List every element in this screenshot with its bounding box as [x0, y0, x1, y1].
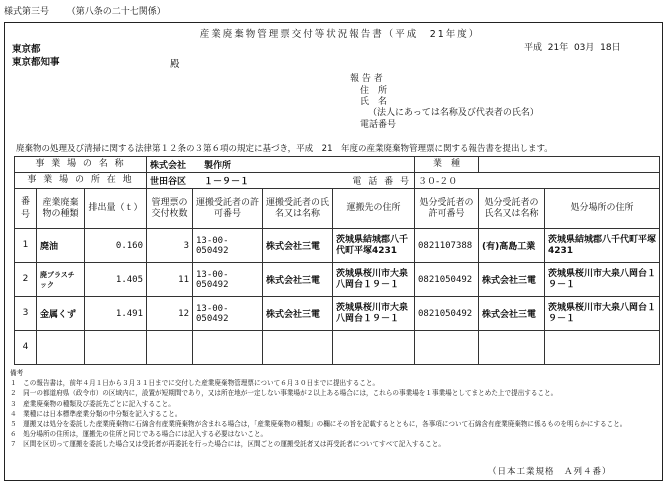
col-amount: 排出量（ｔ）	[85, 189, 147, 229]
note-item: ３ 産業廃棄物の種類及び委託先ごとに記入すること。	[10, 399, 175, 408]
col-disposal-address: 処分場所の住所	[545, 189, 660, 229]
reporter-corp-note: （法人にあっては名称及び代表者の氏名）	[368, 108, 539, 118]
site-name-value: 株式会社 製作所	[147, 157, 415, 173]
table-row: 2 廃プラスチック 1.405 11 13-00-050492 株式会社三電 茨城県桜川市大泉八岡台１９－１ 0821050492 株式会社三電 茨城県桜川市大泉八岡台１９－１	[15, 263, 660, 297]
notes-section	[10, 368, 650, 450]
notes-title: 備考	[10, 369, 24, 377]
site-name-row	[15, 157, 660, 173]
col-count: 管理票の交付枚数	[147, 189, 193, 229]
site-address-label: 事 業 場 の 所 在 地	[15, 173, 147, 189]
reporter-address-label: 住 所	[360, 86, 388, 96]
reporter-name-label: 氏 名	[360, 97, 388, 107]
form-number: 様式第三号	[4, 7, 50, 17]
site-address-row	[15, 173, 660, 189]
statement: 廃棄物の処理及び清掃に関する法律第１２条の３第６項の規定に基づき，平成 21 年度の産業廃棄物管理票に関する報告書を提出します。	[16, 144, 553, 154]
note-item: ７ 区間を区切って運搬を委託した場合又は受託者が再委託を行った場合には，区間ごとの運搬受託者又は再受託者についてすべて記入すること。	[10, 440, 445, 449]
note-item: １ この報告書は，前年４月１日から３月３１日までに交付した産業廃棄物管理票について６月３０日までに提出すること。	[10, 379, 380, 388]
col-destination: 運搬先の住所	[333, 189, 415, 229]
recipient-honorific: 殿	[170, 59, 180, 70]
report-table	[14, 156, 660, 365]
site-name-label: 事 業 場 の 名 称	[15, 157, 147, 173]
col-carrier-name: 運搬受託者の氏名又は名称	[263, 189, 333, 229]
note-item: ５ 運搬又は処分を委託した産業廃棄物に石綿含有産業廃棄物が含まれる場合は，「産業廃棄物の種類」の欄にその旨を記載するとともに，各事項について石綿含有産業廃棄物に係るものを明らかにすること。	[10, 420, 627, 429]
table-row: 1 廃油 0.160 3 13-00-050492 株式会社三電 茨城県結城郡八千代町平塚4231 0821107388 (有)高島工業 茨城県結城郡八千代町平塚4231	[15, 229, 660, 263]
note-item: ４ 業種には日本標準産業分類の中分類を記入すること。	[10, 409, 182, 418]
jis-spec: （日本工業規格 Ａ列４番）	[488, 467, 612, 477]
table-row: 3 金属くず 1.491 12 13-00-050492 株式会社三電 茨城県桜川市大泉八岡台１９－１ 0821050492 株式会社三電 茨城県桜川市大泉八岡台１９－１	[15, 297, 660, 331]
recipient-line1: 東京都	[12, 44, 41, 55]
form-article: （第八条の二十七関係）	[66, 7, 166, 17]
note-item: ２ 同一の都道府県（政令市）の区域内に，設置が短期間であり，又は所在地が一定しない事業場が２以上ある場合には，これらの事業場を１事業場としてまとめた上で提出すること。	[10, 389, 558, 398]
report-date: 平成 21年 03月 18日	[524, 43, 621, 53]
recipient-line2: 東京都知事	[12, 57, 60, 68]
table-header-row	[15, 189, 660, 229]
site-phone-label: 電 話 番 号	[352, 177, 412, 187]
note-item: ６ 処分場所の住所は，運搬先の住所と同じである場合には記入する必要はないこと。	[10, 430, 268, 439]
reporter-phone-label: 電話番号	[360, 120, 397, 130]
col-no: 番号	[15, 189, 37, 229]
site-phone-value: ３０-２０	[415, 173, 660, 189]
site-address-value: 世田谷区 １－９－１ 電 話 番 号	[147, 173, 415, 189]
industry-label: 業 種	[415, 157, 479, 173]
col-disposer-name: 処分受託者の氏名又は名称	[479, 189, 545, 229]
report-title: 産業廃棄物管理票交付等状況報告書（平成 21年度）	[199, 29, 481, 40]
col-type: 産業廃棄物の種類	[37, 189, 85, 229]
col-disposer-permit: 処分受託者の許可番号	[415, 189, 479, 229]
reporter-label: 報 告 者	[350, 74, 383, 84]
col-carrier-permit: 運搬受託者の許可番号	[193, 189, 263, 229]
industry-value	[479, 157, 660, 173]
table-row: 4	[15, 331, 660, 365]
